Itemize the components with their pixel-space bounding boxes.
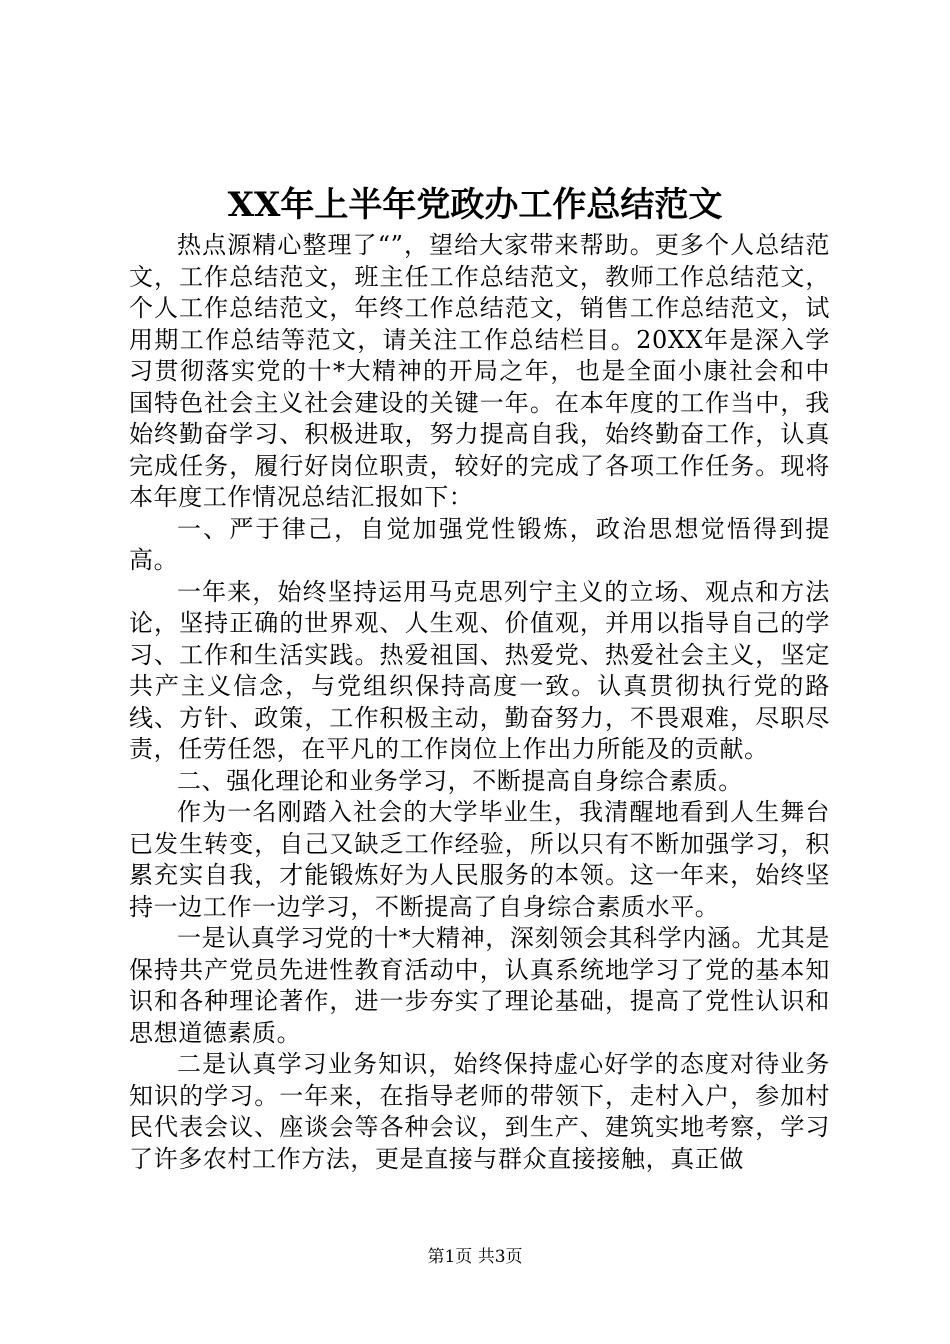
document-body: [129, 230, 830, 1175]
document-title: XX年上半年党政办工作总结范文: [227, 185, 723, 225]
paragraph-section-1-heading: 一、严于律己，自觉加强党性锻炼，政治思想觉悟得到提高。: [129, 514, 830, 574]
paragraph-section-1-body: 一年来，始终坚持运用马克思列宁主义的立场、观点和方法论，坚持正确的世界观、人生观、价值观，并用以指导自己的学习、工作和生活实践。热爱祖国、热爱党、热爱社会主义，坚定共产主义信念，与党组织保持高度一致。认真贯彻执行党的路线、方针、政策，工作积极主动，勤奋努力，不畏艰难，尽职尽责，任劳任怨，在平凡的工作岗位上作出力所能及的贡献。: [129, 577, 830, 763]
paragraph-point-1: 一是认真学习党的十*大精神，深刻领会其科学内涵。尤其是保持共产党员先进性教育活动中，认真系统地学习了党的基本知识和各种理论著作，进一步夯实了理论基础，提高了党性认识和思想道德素质。: [129, 924, 830, 1047]
paragraph-intro: 热点源精心整理了“”，望给大家带来帮助。更多个人总结范文，工作总结范文，班主任工作总结范文，教师工作总结范文，个人工作总结范文，年终工作总结范文，销售工作总结范文，试用期工作总结等范文，请关注工作总结栏目。20XX年是深入学习贯彻落实党的十*大精神的开局之年，也是全面小康社会和中国特色社会主义社会建设的关键一年。在本年度的工作当中，我始终勤奋学习、积极进取，努力提高自我，始终勤奋工作，认真完成任务，履行好岗位职责，较好的完成了各项工作任务。现将本年度工作情况总结汇报如下：: [129, 231, 830, 511]
paragraph-point-2: 二是认真学习业务知识，始终保持虚心好学的态度对待业务知识的学习。一年来，在指导老师的带领下，走村入户，参加村民代表会议、座谈会等各种会议，到生产、建筑实地考察，学习了许多农村工作方法，更是直接与群众直接接触，真正做: [129, 1050, 830, 1173]
paragraph-section-2-body: 作为一名刚踏入社会的大学毕业生，我清醒地看到人生舞台已发生转变，自己又缺乏工作经验，所以只有不断加强学习，积累充实自我，才能锻炼好为人民服务的本领。这一年来，始终坚持一边工作一边学习，不断提高了自身综合素质水平。: [129, 798, 830, 921]
paragraph-section-2-heading: 二、强化理论和业务学习，不断提高自身综合素质。: [177, 766, 743, 795]
page-footer: 第1页 共3页: [427, 1247, 523, 1267]
